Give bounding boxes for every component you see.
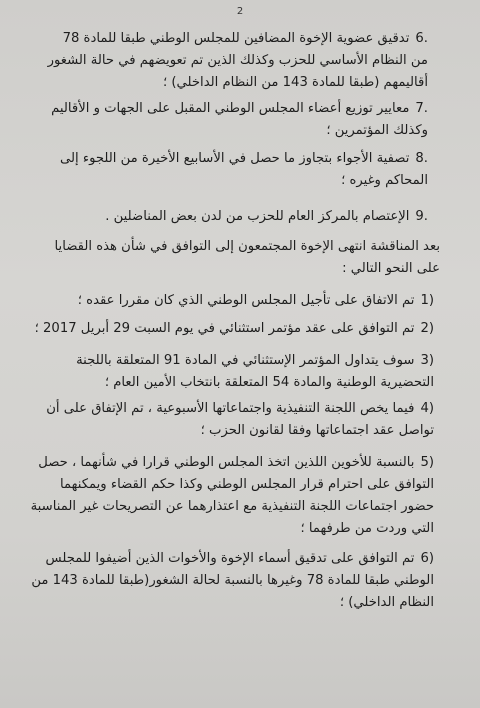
item-text: تم الاتفاق على تأجيل المجلس الوطني الذي كان مقررا عقده ؛: [77, 293, 415, 308]
decision-item-4: [28, 398, 434, 442]
item-text: تصفية الأجواء بتجاوز ما حصل في الأسابيع الأخيرة من اللجوء إلى المحاكم وغيره ؛: [60, 151, 428, 188]
item-text: تدقيق عضوية الإخوة المضافين للمجلس الوطني طبقا للمادة 78 من النظام الأساسي للحزب وكذلك الذين تم تعويضهم في حالة الشغور أقاليمهم (طبقا للمادة 143 من النظام الداخلي) ؛: [47, 31, 428, 90]
item-number: .6: [415, 31, 428, 46]
item-text: تم التوافق على عقد مؤتمر استثنائي في يوم السبت 29 أبريل 2017 ؛: [34, 321, 415, 336]
item-number: (5: [420, 455, 434, 470]
decision-item-3: [28, 350, 434, 394]
list-item-9: [44, 206, 428, 228]
intro-paragraph: بعد المناقشة انتهى الإخوة المجتمعون إلى التوافق في شأن هذه القضايا على النحو التالي :: [54, 239, 440, 276]
item-text: تم التوافق على تدقيق أسماء الإخوة والأخوات الذين أضيفوا للمجلس الوطني طبقا للمادة 78 وغيرها بالنسبة لحالة الشغور(طبقا للمادة 143 من النظام الداخلي) ؛: [31, 551, 434, 610]
item-text: سوف يتداول المؤتمر الإستثنائي في المادة 91 المتعلقة باللجنة التحضيرية الوطنية والمادة 54 المتعلقة بانتخاب الأمين العام ؛: [76, 353, 434, 390]
item-number: .8: [415, 151, 428, 166]
decision-item-5: [28, 452, 434, 540]
list-item-7: [44, 98, 428, 142]
decision-item-6: [28, 548, 434, 614]
item-number: (6: [420, 551, 434, 566]
item-number: .7: [415, 101, 428, 116]
item-number: (2: [420, 321, 434, 336]
item-text: معايير توزيع أعضاء المجلس الوطني المقبل على الجهات و الأقاليم وكذلك المؤتمرين ؛: [51, 101, 428, 138]
decision-item-1: [28, 290, 434, 312]
item-text: فيما يخص اللجنة التنفيذية واجتماعاتها الأسبوعية ، تم الإتفاق على أن تواصل عقد اجتماعاتها وفقا لقانون الحزب ؛: [46, 401, 434, 438]
list-item-8: [44, 148, 428, 192]
item-number: (4: [420, 401, 434, 416]
page-number: 2: [236, 6, 244, 17]
item-number: (3: [420, 353, 434, 368]
decision-item-2: [28, 318, 434, 340]
item-text: الإعتصام بالمركز العام للحزب من لدن بعض المناضلين .: [105, 209, 410, 224]
item-number: (1: [420, 293, 434, 308]
item-text: بالنسبة للأخوين اللذين اتخذ المجلس الوطني قرارا في شأنهما ، حصل التوافق على احترام قرار المجلس الوطني وكذا حكم القضاء ويمكنهما حضور اجتماعات اللجنة التنفيذية مع اعتذارهما عن التصريحات غير المناسبة التي وردت من طرفهما ؛: [30, 455, 434, 536]
list-item-6: [44, 28, 428, 94]
item-number: .9: [415, 209, 428, 224]
